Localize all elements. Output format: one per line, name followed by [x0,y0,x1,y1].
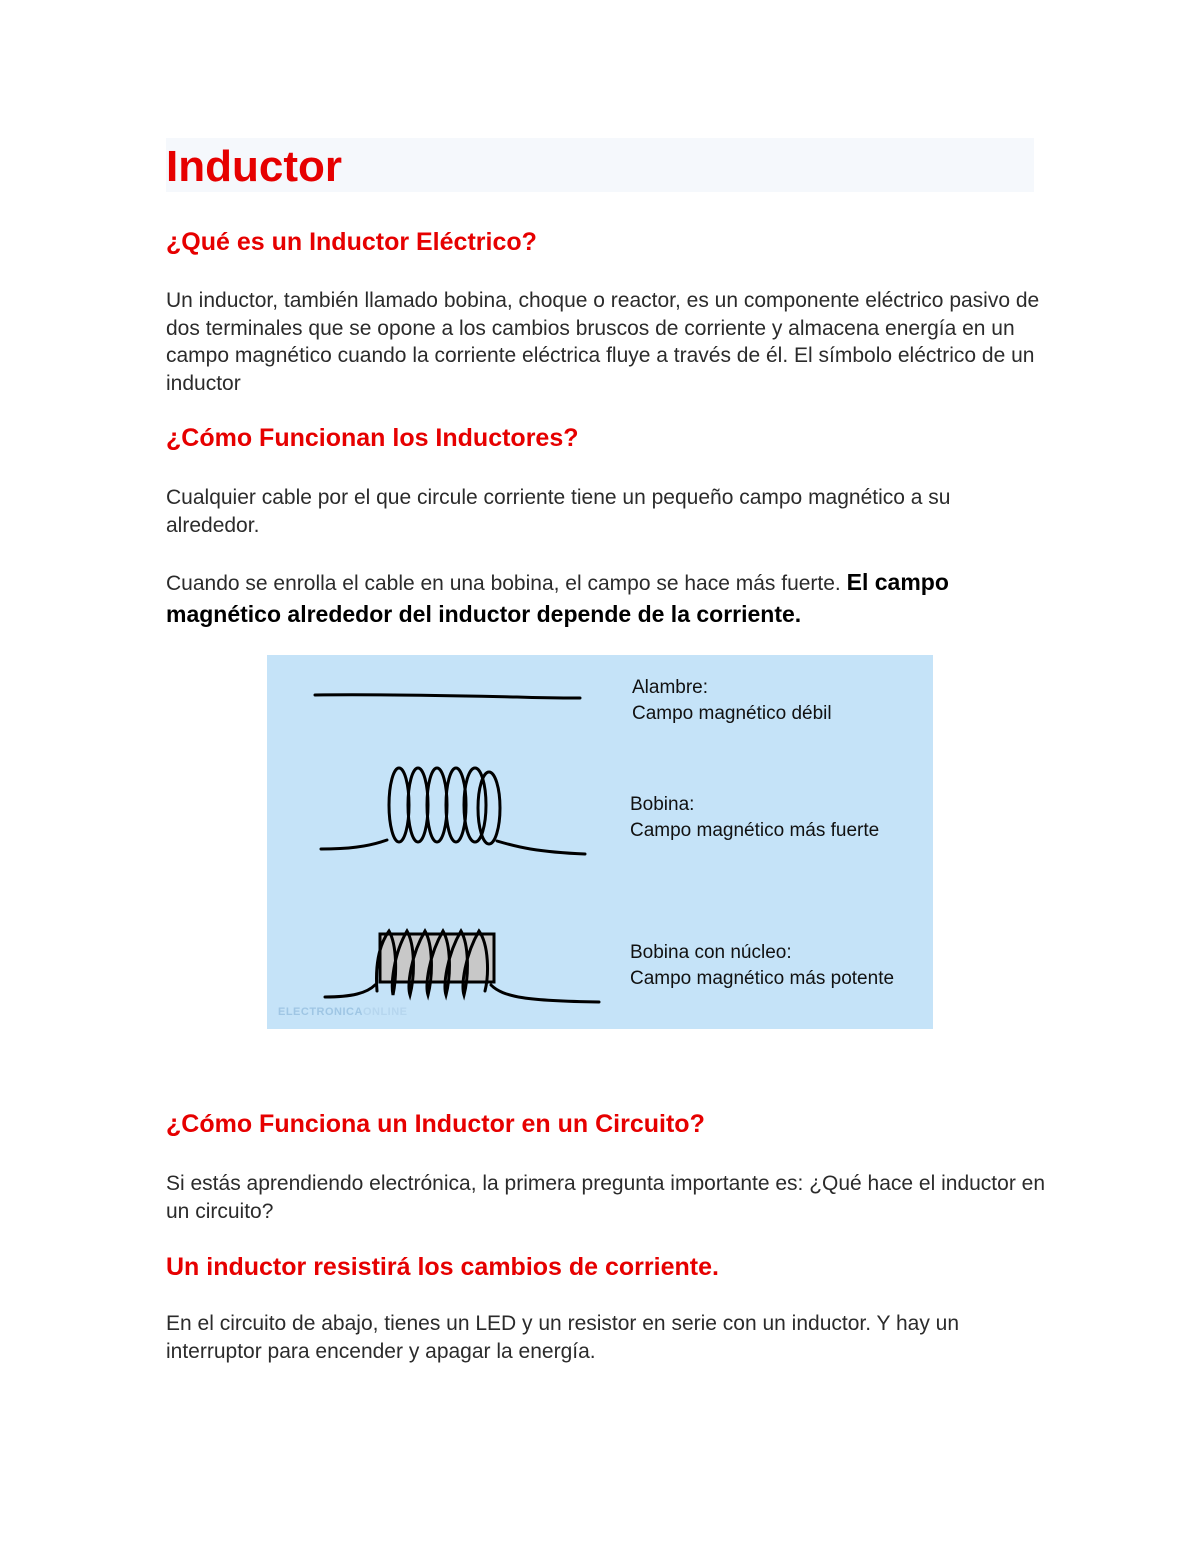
page-title: Inductor [166,142,342,191]
heading-que-es: ¿Qué es un Inductor Eléctrico? [166,228,537,256]
paragraph-cable-field: Cualquier cable por el que circule corriente tiene un pequeño campo magnético a su alrededor. [166,486,951,537]
watermark [278,1006,408,1018]
paragraph-aprendiendo: Si estás aprendiendo electrónica, la primera pregunta importante es: ¿Qué hace el inductor en un circuito? [166,1172,1046,1223]
paragraph-circuito: En el circuito de abajo, tienes un LED y un resistor en serie con un inductor. Y hay un interruptor para encender y apagar la energía. [166,1312,960,1363]
figure-label-wire-title: Alambre: [632,677,709,698]
heading-como-funcionan: ¿Cómo Funcionan los Inductores? [166,424,579,452]
inductor-figure [267,655,933,1029]
cored-coil-icon [325,931,599,1002]
figure-label-coil [630,792,879,844]
figure-label-wire-desc: Campo magnético débil [632,703,832,724]
air-coil-icon [321,768,585,854]
figure-label-wire [632,675,832,727]
heading-resistira: Un inductor resistirá los cambios de corriente. [166,1253,719,1281]
paragraph-coil-field [166,567,1046,631]
figure-label-coil-title: Bobina: [630,794,695,815]
watermark-b: ONLINE [362,1006,408,1018]
figure-label-coil-desc: Campo magnético más fuerte [630,820,880,841]
figure-label-core-desc: Campo magnético más potente [630,968,895,989]
heading-en-circuito: ¿Cómo Funciona un Inductor en un Circuito? [166,1110,705,1138]
paragraph-coil-plain: Cuando se enrolla el cable en una bobina, el campo se hace más fuerte. [166,572,847,595]
figure-label-core-title: Bobina con núcleo: [630,942,792,963]
watermark-a: ELECTRONICA [278,1006,363,1018]
paragraph-definition: Un inductor, también llamado bobina, choque o reactor, es un componente eléctrico pasivo de dos terminales que se opone a los cambios bruscos de corriente y almacena energía en un campo magnético cuando la corriente eléctrica fluye a través de él. El símbolo eléctrico de un inductor [166,289,1040,395]
straight-wire-icon [315,695,580,698]
paragraph-coil-bold: El campo magnético alrededor del inductor depende de la corriente. [166,569,949,627]
figure-label-core [630,940,894,992]
